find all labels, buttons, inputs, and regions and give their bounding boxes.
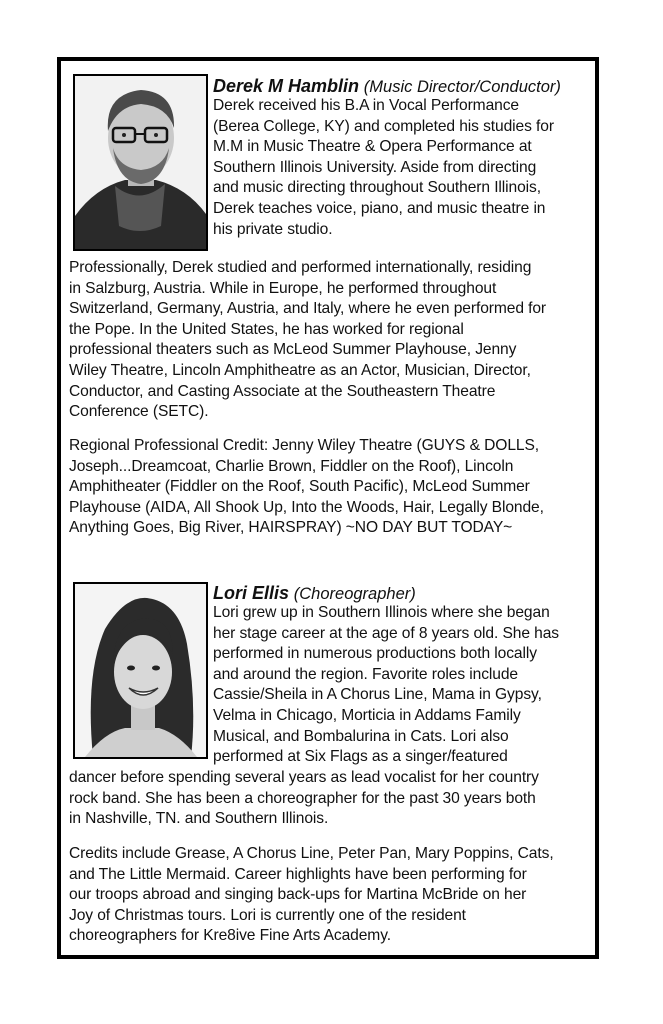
bio-photo-lori [73,582,208,759]
text-line: Derek received his B.A in Vocal Performance [213,97,519,114]
text-line: performed at Six Flags as a singer/featured [213,748,508,766]
bio-paragraph [69,768,594,830]
text-line: Velma in Chicago, Morticia in Addams Family [213,706,521,724]
text-line: in Salzburg, Austria. While in Europe, he performed throughout [69,279,497,297]
bio-name: Derek M Hamblin [213,76,360,96]
text-line: her stage career at the age of 8 years old. She has [213,624,559,642]
bio-role: (Music Director/Conductor) [363,78,561,96]
text-line: our troops abroad and singing back-ups for Martina McBride on her [69,886,527,904]
text-line: performed in numerous productions both locally [213,645,537,663]
text-line: Southern Illinois University. Aside from directing [213,158,537,176]
text-line: his private studio. [213,220,333,238]
text-line: Regional Professional Credit: Jenny Wiley Theatre (GUYS & DOLLS, [69,437,539,454]
bio-intro-lori [213,603,593,768]
bio-heading-lori [213,582,416,605]
text-line: Musical, and Bombalurina in Cats. Lori also [213,727,509,745]
bio-role: (Choreographer) [293,585,416,603]
text-line: and around the region. Favorite roles include [213,665,518,683]
text-line: Switzerland, Germany, Austria, and Italy, where he even performed for [69,300,547,318]
bio-paragraph [69,258,594,423]
bio-heading-derek [213,75,561,98]
bio-credits-paragraph [69,844,594,947]
text-line: and The Little Mermaid. Career highlights have been performing for [69,865,527,883]
text-line: Amphitheater (Fiddler on the Roof, South Pacific), McLeod Summer [69,478,530,496]
text-line: Anything Goes, Big River, HAIRSPRAY) ~NO DAY BUT TODAY~ [69,519,513,537]
text-line: in Nashville, TN. and Southern Illinois. [69,810,329,828]
text-line: rock band. She has been a choreographer for the past 30 years both [69,789,536,807]
text-line: Conference (SETC). [69,403,209,421]
text-line: Joy of Christmas tours. Lori is currently one of the resident [69,906,466,924]
text-line: Derek teaches voice, piano, and music theatre in [213,199,546,217]
text-line: the Pope. In the United States, he has worked for regional [69,320,464,338]
text-line: M.M in Music Theatre & Opera Performance at [213,138,532,156]
portrait-woman-smiling-icon [75,584,206,757]
text-line: Conductor, and Casting Associate at the Southeastern Theatre [69,382,496,400]
text-line: Lori grew up in Southern Illinois where she began [213,604,550,621]
text-line: (Berea College, KY) and completed his studies for [213,117,554,135]
text-line: dancer before spending several years as lead vocalist for her country [69,769,539,786]
text-line: choreographers for Kre8ive Fine Arts Academy. [69,927,391,945]
text-line: Cassie/Sheila in A Chorus Line, Mama in Gypsy, [213,686,542,704]
bio-intro-derek [213,96,593,240]
bio-photo-derek [73,74,208,251]
text-line: Playhouse (AIDA, All Shook Up, Into the Woods, Hair, Legally Blonde, [69,498,544,516]
text-line: Professionally, Derek studied and performed internationally, residing [69,259,532,276]
bio-credits-paragraph [69,436,594,539]
text-line: Credits include Grease, A Chorus Line, Peter Pan, Mary Poppins, Cats, [69,845,554,862]
text-line: and music directing throughout Southern Illinois, [213,179,541,197]
bio-name: Lori Ellis [213,583,290,603]
text-line: Joseph...Dreamcoat, Charlie Brown, Fiddler on the Roof), Lincoln [69,457,514,475]
text-line: Wiley Theatre, Lincoln Amphitheatre as an Actor, Musician, Director, [69,361,531,379]
text-line: professional theaters such as McLeod Summer Playhouse, Jenny [69,341,517,359]
portrait-man-glasses-icon [75,76,206,249]
